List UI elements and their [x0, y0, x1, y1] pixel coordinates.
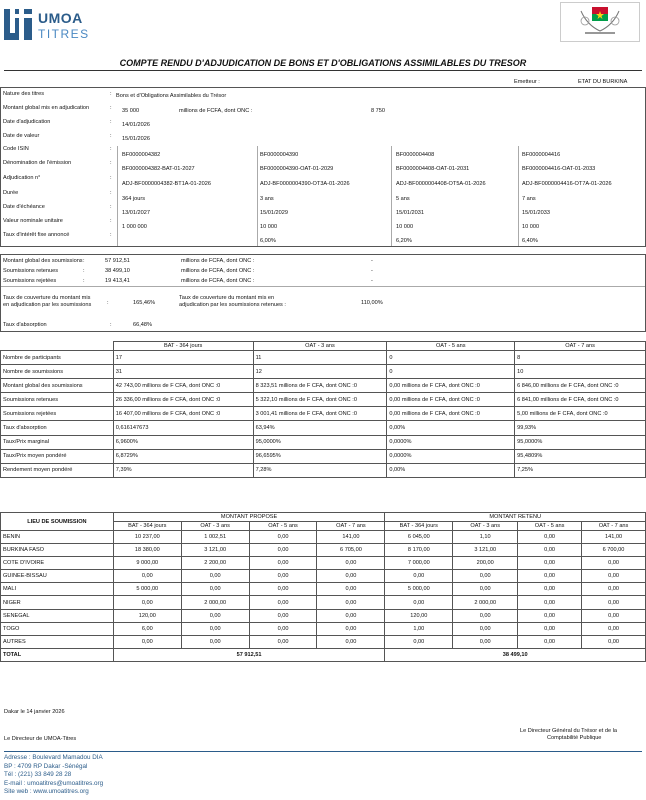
lieu-cell: 0,00	[249, 557, 317, 570]
info-row-value: 15/01/2029	[260, 210, 288, 216]
lieu-cell: 3 121,00	[181, 544, 249, 557]
lieu-cell: 0,00	[385, 635, 453, 648]
results-cell: 6 846,00 millions de F CFA, dont ONC :0	[515, 379, 646, 393]
couverture-label-2: en adjudication par les soumissions	[3, 302, 92, 308]
lieu-cell: 120,00	[385, 609, 453, 622]
lieu-cell: 0,00	[317, 609, 385, 622]
info-row-value: ADJ-BF0000004408-OT5A-01-2026	[396, 181, 486, 187]
info-row-value: ADJ-BF0000004390-OT3A-01-2026	[260, 181, 350, 187]
lieu-cell: 0,00	[518, 622, 582, 635]
footer-divider	[4, 751, 642, 752]
lieu-cell: 9 000,00	[113, 557, 181, 570]
summary-section: Montant global des soumissions : 57 912,51 millions de FCFA, dont ONC : - Soumissions retenues : 38 499,10 millions de FCFA, dont ONC : - Soumissions rejetées : 19 413,41 millions de FCFA, dont ONC : - Taux de couverture du montant mis en adjudication par les soumissions : 165,46% Taux de couverture du montant mis en adjudication par les soumissions retenues : 110,00% Taux d'absorption : 66,48%	[0, 254, 646, 332]
rejetees-unit: millions de FCFA, dont ONC :	[181, 278, 255, 284]
date-line: Dakar le 14 janvier 2026	[4, 709, 65, 715]
results-cell: 6,8729%	[113, 449, 253, 463]
rejetees-label: Soumissions rejetées	[3, 278, 57, 284]
info-row-value: 15/01/2031	[396, 210, 424, 216]
info-row-value: 13/01/2027	[122, 210, 150, 216]
absorption-label: Taux d'absorption	[3, 322, 47, 328]
results-cell: 10	[515, 365, 646, 379]
info-row-value: BF0000004416-OAT-01-2033	[522, 166, 596, 172]
info-row-value: BF0000004390	[260, 152, 299, 158]
lieu-row	[1, 635, 646, 648]
lieu-cell: 0,00	[453, 635, 518, 648]
retenues-label: Soumissions retenues	[3, 268, 59, 274]
results-cell: 26 336,00 millions de F CFA, dont ONC :0	[113, 393, 253, 407]
lieu-row	[1, 544, 646, 557]
info-row-value: BF0000004408-OAT-01-2031	[396, 166, 470, 172]
info-row-label: Code ISIN	[3, 146, 29, 152]
lieu-cell: 0,00	[518, 609, 582, 622]
lieu-cell: 0,00	[518, 596, 582, 609]
logo-line2: TITRES	[38, 27, 90, 41]
nature-label: Nature des titres	[3, 91, 45, 97]
couverture2-label-2: adjudication par les soumissions retenues :	[179, 302, 286, 308]
results-cell: 8 323,51 millions de F CFA, dont ONC :0	[253, 379, 387, 393]
couverture2-value: 110,00%	[361, 300, 383, 306]
lieu-cell: 18 380,00	[113, 544, 181, 557]
results-cell: 0,0000%	[387, 449, 515, 463]
lieu-subcol-header: OAT - 3 ans	[181, 522, 249, 531]
results-row-label: Soumissions retenues	[1, 393, 114, 407]
lieu-row	[1, 531, 646, 544]
results-row	[1, 379, 646, 393]
lieu-cell: 0,00	[518, 635, 582, 648]
lieu-subcol-header: OAT - 7 ans	[582, 522, 646, 531]
couverture2-label-1: Taux de couverture du montant mis en	[179, 295, 275, 301]
umoa-titres-logo	[4, 6, 118, 42]
signature-left: Le Directeur de UMOA-Titres	[4, 736, 77, 742]
results-cell: 6,9600%	[113, 435, 253, 449]
results-col-header: OAT - 7 ans	[515, 342, 646, 351]
info-row-label: Durée	[3, 190, 19, 196]
results-cell: 99,93%	[515, 421, 646, 435]
lieu-cell: 0,00	[317, 557, 385, 570]
lieu-subcol-header: OAT - 5 ans	[249, 522, 317, 531]
info-row-value: 10 000	[260, 224, 278, 230]
lieu-cell: 0,00	[181, 570, 249, 583]
results-header-row	[1, 342, 646, 351]
total-propose: 57 912,51	[113, 648, 385, 661]
lieu-cell: 6 700,00	[582, 544, 646, 557]
results-cell: 31	[113, 365, 253, 379]
lieu-cell: 0,00	[317, 635, 385, 648]
lieu-cell: 5 000,00	[113, 583, 181, 596]
montant-label: Montant global mis en adjudication	[3, 105, 90, 111]
montant-retenu-header: MONTANT RETENU	[385, 513, 646, 522]
lieu-cell: 0,00	[453, 622, 518, 635]
results-cell: 7,25%	[515, 463, 646, 477]
results-cell: 16 407,00 millions de F CFA, dont ONC :0	[113, 407, 253, 421]
lieu-country: BURKINA FASO	[1, 544, 114, 557]
lieu-cell: 0,00	[453, 570, 518, 583]
results-col-header: OAT - 5 ans	[387, 342, 515, 351]
info-section: Nature des titres : Bons et d'Obligations Assimilables du Trésor Montant global mis en adjudication : 35 000 millions de FCFA, dont ONC : 8 750 Date d'adjudication : 14/01/2026 Date de valeur : 15/01/2026 Code ISIN : BF0000004382 BF0000004390 BF0000004408 BF0000004416 Dénomination de l'émission : BF0000004382-BAT-01-2027 BF0000004390-OAT-01-2029 BF0000004408-OAT-01-2031 BF0000004416-OAT-01-2033 Adjudication n° : ADJ-BF0000004382-BT1A-01-2026 ADJ-BF0000004390-OT3A-01-2026 ADJ-BF0000004408-OT5A-01-2026 ADJ-BF0000004416-OT7A-01-2026 Durée : 364 jours 3 ans 5 ans 7 ans Date d'échéance : 13/01/2027 15/01/2029 15/01/2031 15/01/2033 Valeur nominale unitaire : 1 000 000 10 000 10 000 10 000 Taux d'intérêt fixe annoncé : 6,00% 6,20% 6,40%	[0, 87, 646, 247]
lieu-cell: 6 045,00	[385, 531, 453, 544]
lieu-cell: 0,00	[249, 583, 317, 596]
lieu-cell: 0,00	[582, 635, 646, 648]
lieu-cell: 0,00	[582, 557, 646, 570]
lieu-cell: 0,00	[385, 596, 453, 609]
lieu-cell: 0,00	[518, 544, 582, 557]
page-title: COMPTE RENDU D'ADJUDICATION DE BONS ET D'OBLIGATIONS ASSIMILABLES DU TRESOR	[119, 58, 527, 68]
lieu-cell: 0,00	[317, 583, 385, 596]
lieu-cell: 6 705,00	[317, 544, 385, 557]
lieu-cell: 0,00	[181, 622, 249, 635]
logo-line1: UMOA	[38, 10, 83, 26]
results-cell: 7,28%	[253, 463, 387, 477]
lieu-cell: 0,00	[113, 596, 181, 609]
lieu-cell: 200,00	[453, 557, 518, 570]
results-row-label: Nombre de soumissions	[1, 365, 114, 379]
results-row	[1, 435, 646, 449]
lieu-cell: 0,00	[317, 570, 385, 583]
lieu-cell: 0,00	[453, 583, 518, 596]
lieu-cell: 0,00	[249, 609, 317, 622]
results-cell: 96,6595%	[253, 449, 387, 463]
info-row-value: ADJ-BF0000004416-OT7A-01-2026	[522, 181, 612, 187]
results-row	[1, 421, 646, 435]
results-cell: 0,00 millions de F CFA, dont ONC :0	[387, 379, 515, 393]
lieu-cell: 0,00	[249, 544, 317, 557]
total-retenu: 38 499,10	[385, 648, 646, 661]
results-cell: 5,00 millions de F CFA, dont ONC :0	[515, 407, 646, 421]
footer-line: Site web : www.umoatitres.org	[4, 788, 89, 796]
lieu-cell: 0,00	[582, 622, 646, 635]
nature-value: Bons et d'Obligations Assimilables du Trésor	[116, 93, 227, 99]
soumissions-value: 57 912,51	[105, 258, 130, 264]
footer-line: Tél : (221) 33 849 28 28	[4, 771, 72, 779]
lieu-cell: 0,00	[582, 570, 646, 583]
info-row-value: BF0000004416	[522, 152, 561, 158]
lieu-table	[0, 512, 646, 662]
lieu-cell: 120,00	[113, 609, 181, 622]
total-row	[1, 648, 646, 661]
soumissions-label: Montant global des soumissions	[3, 258, 83, 264]
lieu-cell: 0,00	[518, 570, 582, 583]
burkina-coat-of-arms-icon	[560, 2, 640, 42]
lieu-cell: 0,00	[453, 609, 518, 622]
results-cell: 0,0000%	[387, 435, 515, 449]
results-cell: 11	[253, 351, 387, 365]
info-row-label: Dénomination de l'émission	[3, 160, 72, 166]
results-cell: 42 743,00 millions de F CFA, dont ONC :0	[113, 379, 253, 393]
lieu-country: SENEGAL	[1, 609, 114, 622]
footer-contact	[4, 754, 103, 797]
lieu-header: LIEU DE SOUMISSION	[1, 513, 114, 531]
info-row-value: 10 000	[522, 224, 540, 230]
info-row-value: 10 000	[396, 224, 414, 230]
lieu-row	[1, 596, 646, 609]
lieu-cell: 141,00	[317, 531, 385, 544]
lieu-cell: 1,00	[385, 622, 453, 635]
results-table	[0, 341, 646, 478]
lieu-cell: 0,00	[582, 583, 646, 596]
lieu-subcol-header: BAT - 364 jours	[113, 522, 181, 531]
couverture-value: 165,46%	[133, 300, 156, 306]
info-row-value: BF0000004382-BAT-01-2027	[122, 166, 195, 172]
lieu-cell: 0,00	[181, 635, 249, 648]
retenues-value: 38 499,10	[105, 268, 130, 274]
results-row-label: Taux d'absorption	[1, 421, 114, 435]
lieu-country: AUTRES	[1, 635, 114, 648]
results-cell: 5 322,10 millions de F CFA, dont ONC :0	[253, 393, 387, 407]
lieu-row	[1, 557, 646, 570]
lieu-cell: 0,00	[181, 609, 249, 622]
results-cell: 0,00 millions de F CFA, dont ONC :0	[387, 407, 515, 421]
info-row-value: BF0000004408	[396, 152, 435, 158]
results-cell: 0,00%	[387, 463, 515, 477]
results-cell: 6 841,00 millions de F CFA, dont ONC :0	[515, 393, 646, 407]
results-row	[1, 407, 646, 421]
lieu-country: NIGER	[1, 596, 114, 609]
lieu-cell: 141,00	[582, 531, 646, 544]
montant-unit: millions de FCFA, dont ONC :	[179, 108, 253, 114]
info-row-value: 15/01/2033	[522, 210, 550, 216]
lieu-cell: 0,00	[582, 609, 646, 622]
footer-line: Adresse : Boulevard Mamadou DIA	[4, 754, 103, 761]
lieu-cell: 0,00	[249, 622, 317, 635]
info-row-value: 6,40%	[522, 238, 538, 244]
lieu-cell: 0,00	[249, 635, 317, 648]
lieu-cell: 6,00	[113, 622, 181, 635]
lieu-row	[1, 609, 646, 622]
rejetees-value: 19 413,41	[105, 278, 130, 284]
results-row	[1, 365, 646, 379]
results-cell: 12	[253, 365, 387, 379]
montant-onc: 8 750	[371, 108, 385, 114]
date-adj-label: Date d'adjudication	[3, 119, 51, 125]
lieu-cell: 5 000,00	[385, 583, 453, 596]
total-label: TOTAL	[1, 648, 114, 661]
lieu-country: BENIN	[1, 531, 114, 544]
results-cell: 17	[113, 351, 253, 365]
absorption-value: 66,48%	[133, 322, 152, 328]
results-cell: 95,0000%	[515, 435, 646, 449]
results-row	[1, 449, 646, 463]
lieu-cell: 8 170,00	[385, 544, 453, 557]
info-row-label: Adjudication n°	[3, 175, 41, 181]
info-row-value: 6,20%	[396, 238, 412, 244]
couverture-label-1: Taux de couverture du montant mis	[3, 295, 91, 301]
results-row-label: Rendement moyen pondéré	[1, 463, 114, 477]
info-row-value: 7 ans	[522, 196, 536, 202]
results-cell: 95,4809%	[515, 449, 646, 463]
lieu-subcol-header: OAT - 5 ans	[518, 522, 582, 531]
emetteur-value: ETAT DU BURKINA	[578, 79, 628, 85]
retenues-unit: millions de FCFA, dont ONC :	[181, 268, 255, 274]
results-cell: 0,00%	[387, 421, 515, 435]
results-cell: 0	[387, 351, 515, 365]
footer-line: E-mail : umoatitres@umoatitres.org	[4, 779, 104, 787]
lieu-country: COTE D'IVOIRE	[1, 557, 114, 570]
lieu-cell: 0,00	[518, 531, 582, 544]
lieu-subcol-header: OAT - 3 ans	[453, 522, 518, 531]
lieu-country: MALI	[1, 583, 114, 596]
date-val-value: 15/01/2026	[122, 136, 150, 142]
lieu-subcol-header: OAT - 7 ans	[317, 522, 385, 531]
lieu-cell: 0,00	[317, 622, 385, 635]
results-cell: 63,94%	[253, 421, 387, 435]
date-val-label: Date de valeur	[3, 133, 40, 139]
results-row	[1, 463, 646, 477]
lieu-cell: 2 000,00	[453, 596, 518, 609]
info-row-value: ADJ-BF0000004382-BT1A-01-2026	[122, 181, 211, 187]
lieu-cell: 0,00	[518, 557, 582, 570]
results-row	[1, 351, 646, 365]
info-row-value: BF0000004390-OAT-01-2029	[260, 166, 334, 172]
lieu-cell: 0,00	[385, 570, 453, 583]
results-cell: 0	[387, 365, 515, 379]
lieu-row	[1, 622, 646, 635]
results-cell: 0,616147673	[113, 421, 253, 435]
signature-right-line2: Comptabilité Publique	[547, 735, 602, 741]
results-col-header: OAT - 3 ans	[253, 342, 387, 351]
lieu-cell: 0,00	[113, 570, 181, 583]
results-row	[1, 393, 646, 407]
info-row-value: 5 ans	[396, 196, 410, 202]
lieu-cell: 0,00	[249, 531, 317, 544]
lieu-cell: 1 002,51	[181, 531, 249, 544]
lieu-cell: 2 000,00	[181, 596, 249, 609]
footer-line: BP : 4709 RP Dakar -Sénégal	[4, 762, 88, 770]
info-row-value: 1 000 000	[122, 224, 147, 230]
lieu-cell: 7 000,00	[385, 557, 453, 570]
info-row-label: Taux d'intérêt fixe annoncé	[3, 232, 70, 238]
lieu-cell: 0,00	[249, 596, 317, 609]
lieu-row	[1, 583, 646, 596]
signature-right-line1: Le Directeur Général du Trésor et de la	[520, 728, 618, 734]
lieu-cell: 0,00	[181, 583, 249, 596]
lieu-row	[1, 570, 646, 583]
lieu-cell: 10 237,00	[113, 531, 181, 544]
lieu-subcol-header: BAT - 364 jours	[385, 522, 453, 531]
lieu-cell: 0,00	[249, 570, 317, 583]
results-cell: 7,39%	[113, 463, 253, 477]
lieu-cell: 0,00	[113, 635, 181, 648]
results-row-label: Taux/Prix marginal	[1, 435, 114, 449]
results-cell: 8	[515, 351, 646, 365]
date-adj-value: 14/01/2026	[122, 122, 150, 128]
montant-value: 35 000	[122, 108, 140, 114]
results-col-header: BAT - 364 jours	[113, 342, 253, 351]
info-row-value: 3 ans	[260, 196, 274, 202]
lieu-cell: 0,00	[582, 596, 646, 609]
emetteur-label: Emetteur :	[514, 79, 540, 85]
results-cell: 3 001,41 millions de F CFA, dont ONC :0	[253, 407, 387, 421]
lieu-country: GUINEE-BISSAU	[1, 570, 114, 583]
info-row-value: BF0000004382	[122, 152, 161, 158]
info-row-value: 6,00%	[260, 238, 276, 244]
info-row-label: Valeur nominale unitaire	[3, 218, 63, 224]
lieu-cell: 0,00	[518, 583, 582, 596]
lieu-cell: 3 121,00	[453, 544, 518, 557]
montant-propose-header: MONTANT PROPOSE	[113, 513, 385, 522]
title-divider	[4, 70, 642, 71]
results-row-label: Nombre de participants	[1, 351, 114, 365]
info-row-value: 364 jours	[122, 196, 146, 202]
lieu-cell: 2 200,00	[181, 557, 249, 570]
results-row-label: Montant global des soumissions	[1, 379, 114, 393]
info-row-label: Date d'échéance	[3, 204, 45, 210]
umoa-logo-icon	[4, 9, 32, 40]
results-cell: 95,0000%	[253, 435, 387, 449]
lieu-cell: 1,10	[453, 531, 518, 544]
results-row-label: Taux/Prix moyen pondéré	[1, 449, 114, 463]
results-cell: 0,00 millions de F CFA, dont ONC :0	[387, 393, 515, 407]
lieu-cell: 0,00	[317, 596, 385, 609]
soumissions-unit: millions de FCFA, dont ONC :	[181, 258, 255, 264]
results-row-label: Soumissions rejetées	[1, 407, 114, 421]
lieu-country: TOGO	[1, 622, 114, 635]
